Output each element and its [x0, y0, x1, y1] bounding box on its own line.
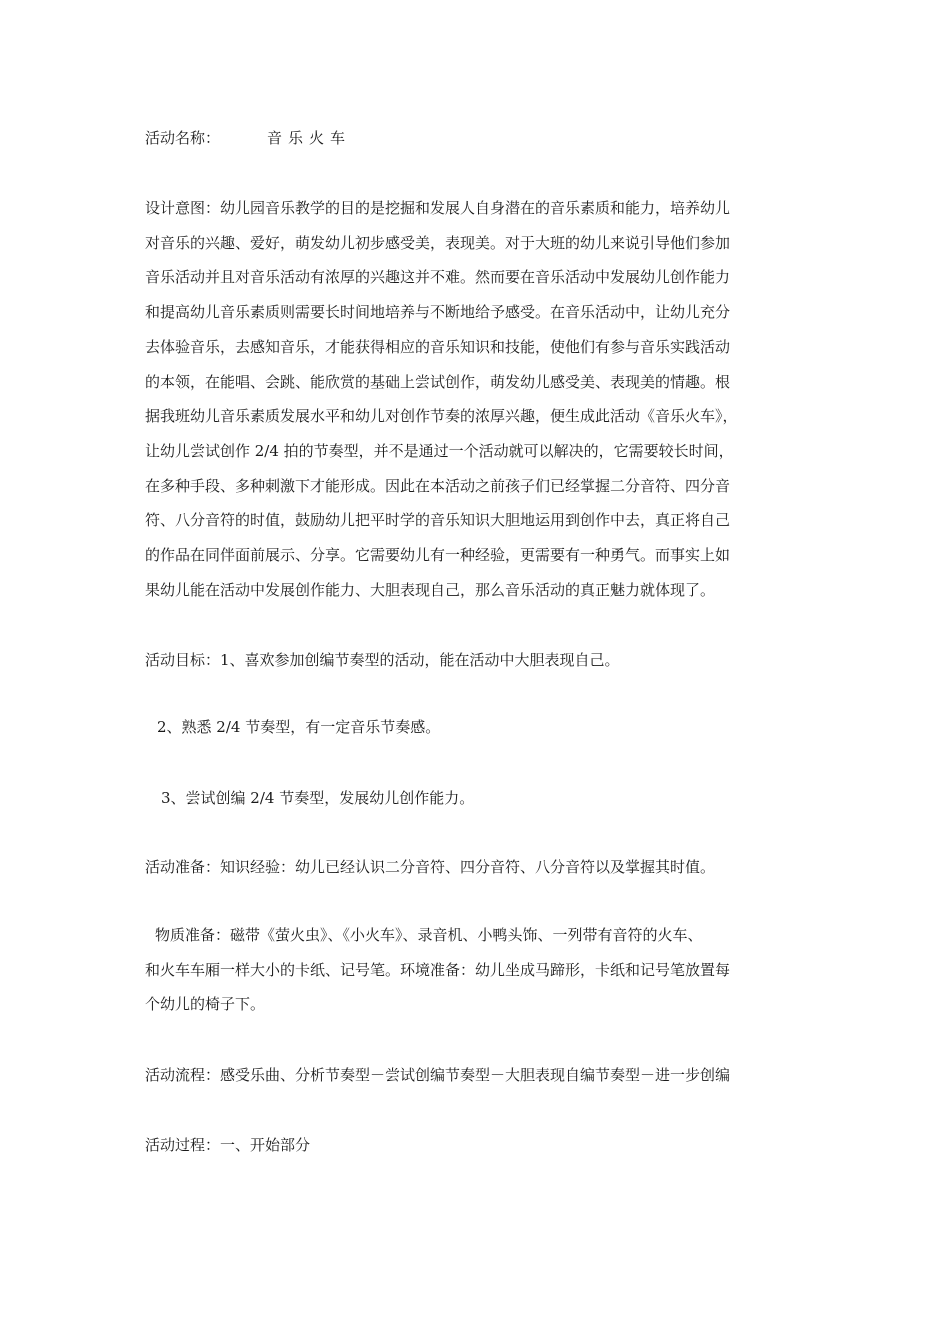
design-intent-line: 果幼儿能在活动中发展创作能力、大胆表现自己，那么音乐活动的真正魅力就体现了。	[145, 580, 716, 599]
design-intent-line: 据我班幼儿音乐素质发展水平和幼儿对创作节奏的浓厚兴趣，便生成此活动《音乐火车》，	[145, 407, 738, 426]
design-intent-line: 设计意图：幼儿园音乐教学的目的是挖掘和发展人自身潜在的音乐素质和能力，培养幼儿	[145, 199, 731, 217]
design-intent-line: 的本领，在能唱、会跳、能欣赏的基础上尝试创作，萌发幼儿感受美、表现美的情趣。根	[145, 372, 731, 391]
preparation-material-line: 物质准备：磁带《萤火虫》、《小火车》、录音机、小鸭头饰、一列带有音符的火车、	[155, 926, 703, 944]
preparation-knowledge: 活动准备：知识经验：幼儿已经认识二分音符、四分音符、八分音符以及掌握其时值。	[145, 858, 716, 876]
design-intent-paragraph	[145, 191, 810, 607]
design-intent-line: 在多种手段、多种刺激下才能形成。因此在本活动之前孩子们已经掌握二分音符、四分音	[145, 476, 731, 495]
goal-line-1: 活动目标：1、喜欢参加创编节奏型的活动，能在活动中大胆表现自己。	[145, 651, 620, 669]
activity-process: 活动过程：一、开始部分	[145, 1136, 311, 1154]
design-intent-line: 和提高幼儿音乐素质则需要长时间地培养与不断地给予感受。在音乐活动中，让幼儿充分	[145, 303, 731, 322]
goal-line-2: 2、熟悉 2/4 节奏型，有一定音乐节奏感。	[157, 718, 441, 736]
activity-name-value: 音乐火车	[267, 129, 352, 147]
goal-line-3: 3、尝试创编 2/4 节奏型，发展幼儿创作能力。	[161, 789, 475, 807]
preparation-materials-cont	[145, 953, 810, 1022]
preparation-material-line: 和火车车厢一样大小的卡纸、记号笔。环境准备：幼儿坐成马蹄形，卡纸和记号笔放置每	[145, 960, 731, 979]
preparation-materials	[155, 918, 815, 953]
design-intent-line: 去体验音乐，去感知音乐，才能获得相应的音乐知识和技能，使他们有参与音乐实践活动	[145, 337, 731, 356]
preparation-material-line: 个幼儿的椅子下。	[145, 995, 266, 1014]
activity-name-label: 活动名称：	[145, 129, 221, 147]
activity-flow: 活动流程：感受乐曲、分析节奏型－尝试创编节奏型－大胆表现自编节奏型－进一步创编	[145, 1066, 731, 1084]
design-intent-line: 符、八分音符的时值，鼓励幼儿把平时学的音乐知识大胆地运用到创作中去，真正将自己	[145, 511, 731, 530]
activity-name-row	[145, 128, 220, 148]
design-intent-line: 让幼儿尝试创作 2/4 拍的节奏型，并不是通过一个活动就可以解决的，它需要较长时间，	[145, 441, 734, 460]
design-intent-line: 音乐活动并且对音乐活动有浓厚的兴趣这并不难。然而要在音乐活动中发展幼儿创作能力	[145, 268, 731, 287]
design-intent-line: 对音乐的兴趣、爱好，萌发幼儿初步感受美，表现美。对于大班的幼儿来说引导他们参加	[145, 233, 731, 252]
design-intent-line: 的作品在同伴面前展示、分享。它需要幼儿有一种经验，更需要有一种勇气。而事实上如	[145, 546, 731, 565]
